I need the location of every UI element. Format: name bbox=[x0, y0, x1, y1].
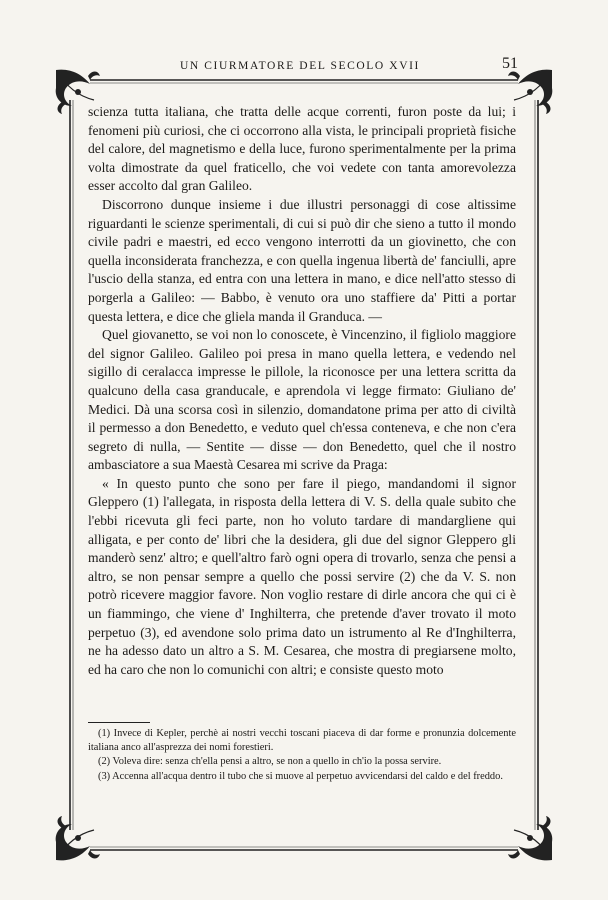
page-number: 51 bbox=[502, 55, 518, 72]
footnotes bbox=[88, 727, 516, 784]
body-text bbox=[88, 103, 516, 679]
corner-ornament-bottom-right-icon bbox=[508, 816, 552, 860]
letter-quotation: « In questo punto che sono per fare il piego, mandandomi il signor Gleppero (1) l'allegata, in risposta della lettera di V. S. della quale subito che l'ebbi ricevuta gli feci parte, non ho voluto tardare di mandargliene qui alligata, e per conto de' libri che la desidera, gli due del signor Gleppero gli manderò senz' altro; e quell'altro farò ogni opera di trovarlo, senza che pensi a altro, se non pensar sempre a quello che possi servire (2) che da V. S. non potrò ricevere maggior favore. Non voglio restare di dirle ancora che qui ci è un fiammingo, che viene d' Inghilterra, che pretende d'aver trovato il moto perpetuo (3), ed avendone solo prima dato un istrumento al Re d'Inghilterra, ne ha adesso dato un altro a S. M. Cesarea, che mostra di pregiarsene molto, ed ha caro che non lo comunichi con altri; e consiste questo moto bbox=[88, 475, 516, 677]
running-title: UN CIURMATORE DEL SECOLO XVII bbox=[180, 60, 420, 72]
footnote-rule bbox=[88, 722, 150, 723]
footnote: (3) Accenna all'acqua dentro il tubo che si muove al perpetuo avvicendarsi del caldo e del freddo. bbox=[98, 770, 503, 782]
paragraph: Discorrono dunque insieme i due illustri personaggi di cose altissime riguardanti le scienze sperimentali, di cui si può dir che sieno a tutto il mondo civile padri e maestri, ed ecco vengono interrotti da un giovinetto, che con quella inconsiderata franchezza, e con quella ingenua libertà de' fanciulli, apre l'uscio della stanza, ed entra con una lettera in mano, e dice nell'atto stesso di porgerla a Galileo: — Babbo, è venuto ora uno staffiere da' Pitti a portar questa lettera, e dice che gliela manda il Granduca. — bbox=[88, 196, 516, 324]
paragraph: scienza tutta italiana, che tratta delle acque correnti, furon poste da lui; i fenomeni più curiosi, che ci occorrono alla vista, le principali proprietà fisiche del calore, del magnetismo e della luce, furono sperimentalmente per la prima volta dimostrate da quel fraticello, che voi vedete con tanta amorevolezza esser accolto dal gran Galileo. bbox=[88, 104, 516, 194]
footnote: (2) Voleva dire: senza ch'ella pensi a altro, se non a quello in ch'io la possa servire. bbox=[98, 756, 442, 768]
corner-ornament-bottom-left-icon bbox=[56, 816, 100, 860]
footnote: (1) Invece di Kepler, perchè ai nostri vecchi toscani piaceva di dar forme e pronunzia dolcemente italiana anco all'asprezza dei nomi forestieri. bbox=[88, 728, 516, 754]
paragraph: Quel giovanetto, se voi non lo conoscete, è Vincenzino, il figliolo maggiore del signor Galileo. Galileo poi presa in mano quella lettera, e vedendo nel sigillo di ceralacca impresse le pillole, la riconosce per una lettera scritta da qualcuno della casa granducale, e aprendola vi legge firmato: Giuliano de' Medici. Dà una scorsa così in silenzio, domandatone prima per atto di civiltà il permesso a don Benedetto, e veduto quel ch'essa conteneva, e che non c'era segreto di nulla, — Sentite — disse — don Benedetto, quel che il nostro ambasciatore a sua Maestà Cesarea mi scrive da Praga: bbox=[88, 327, 516, 473]
